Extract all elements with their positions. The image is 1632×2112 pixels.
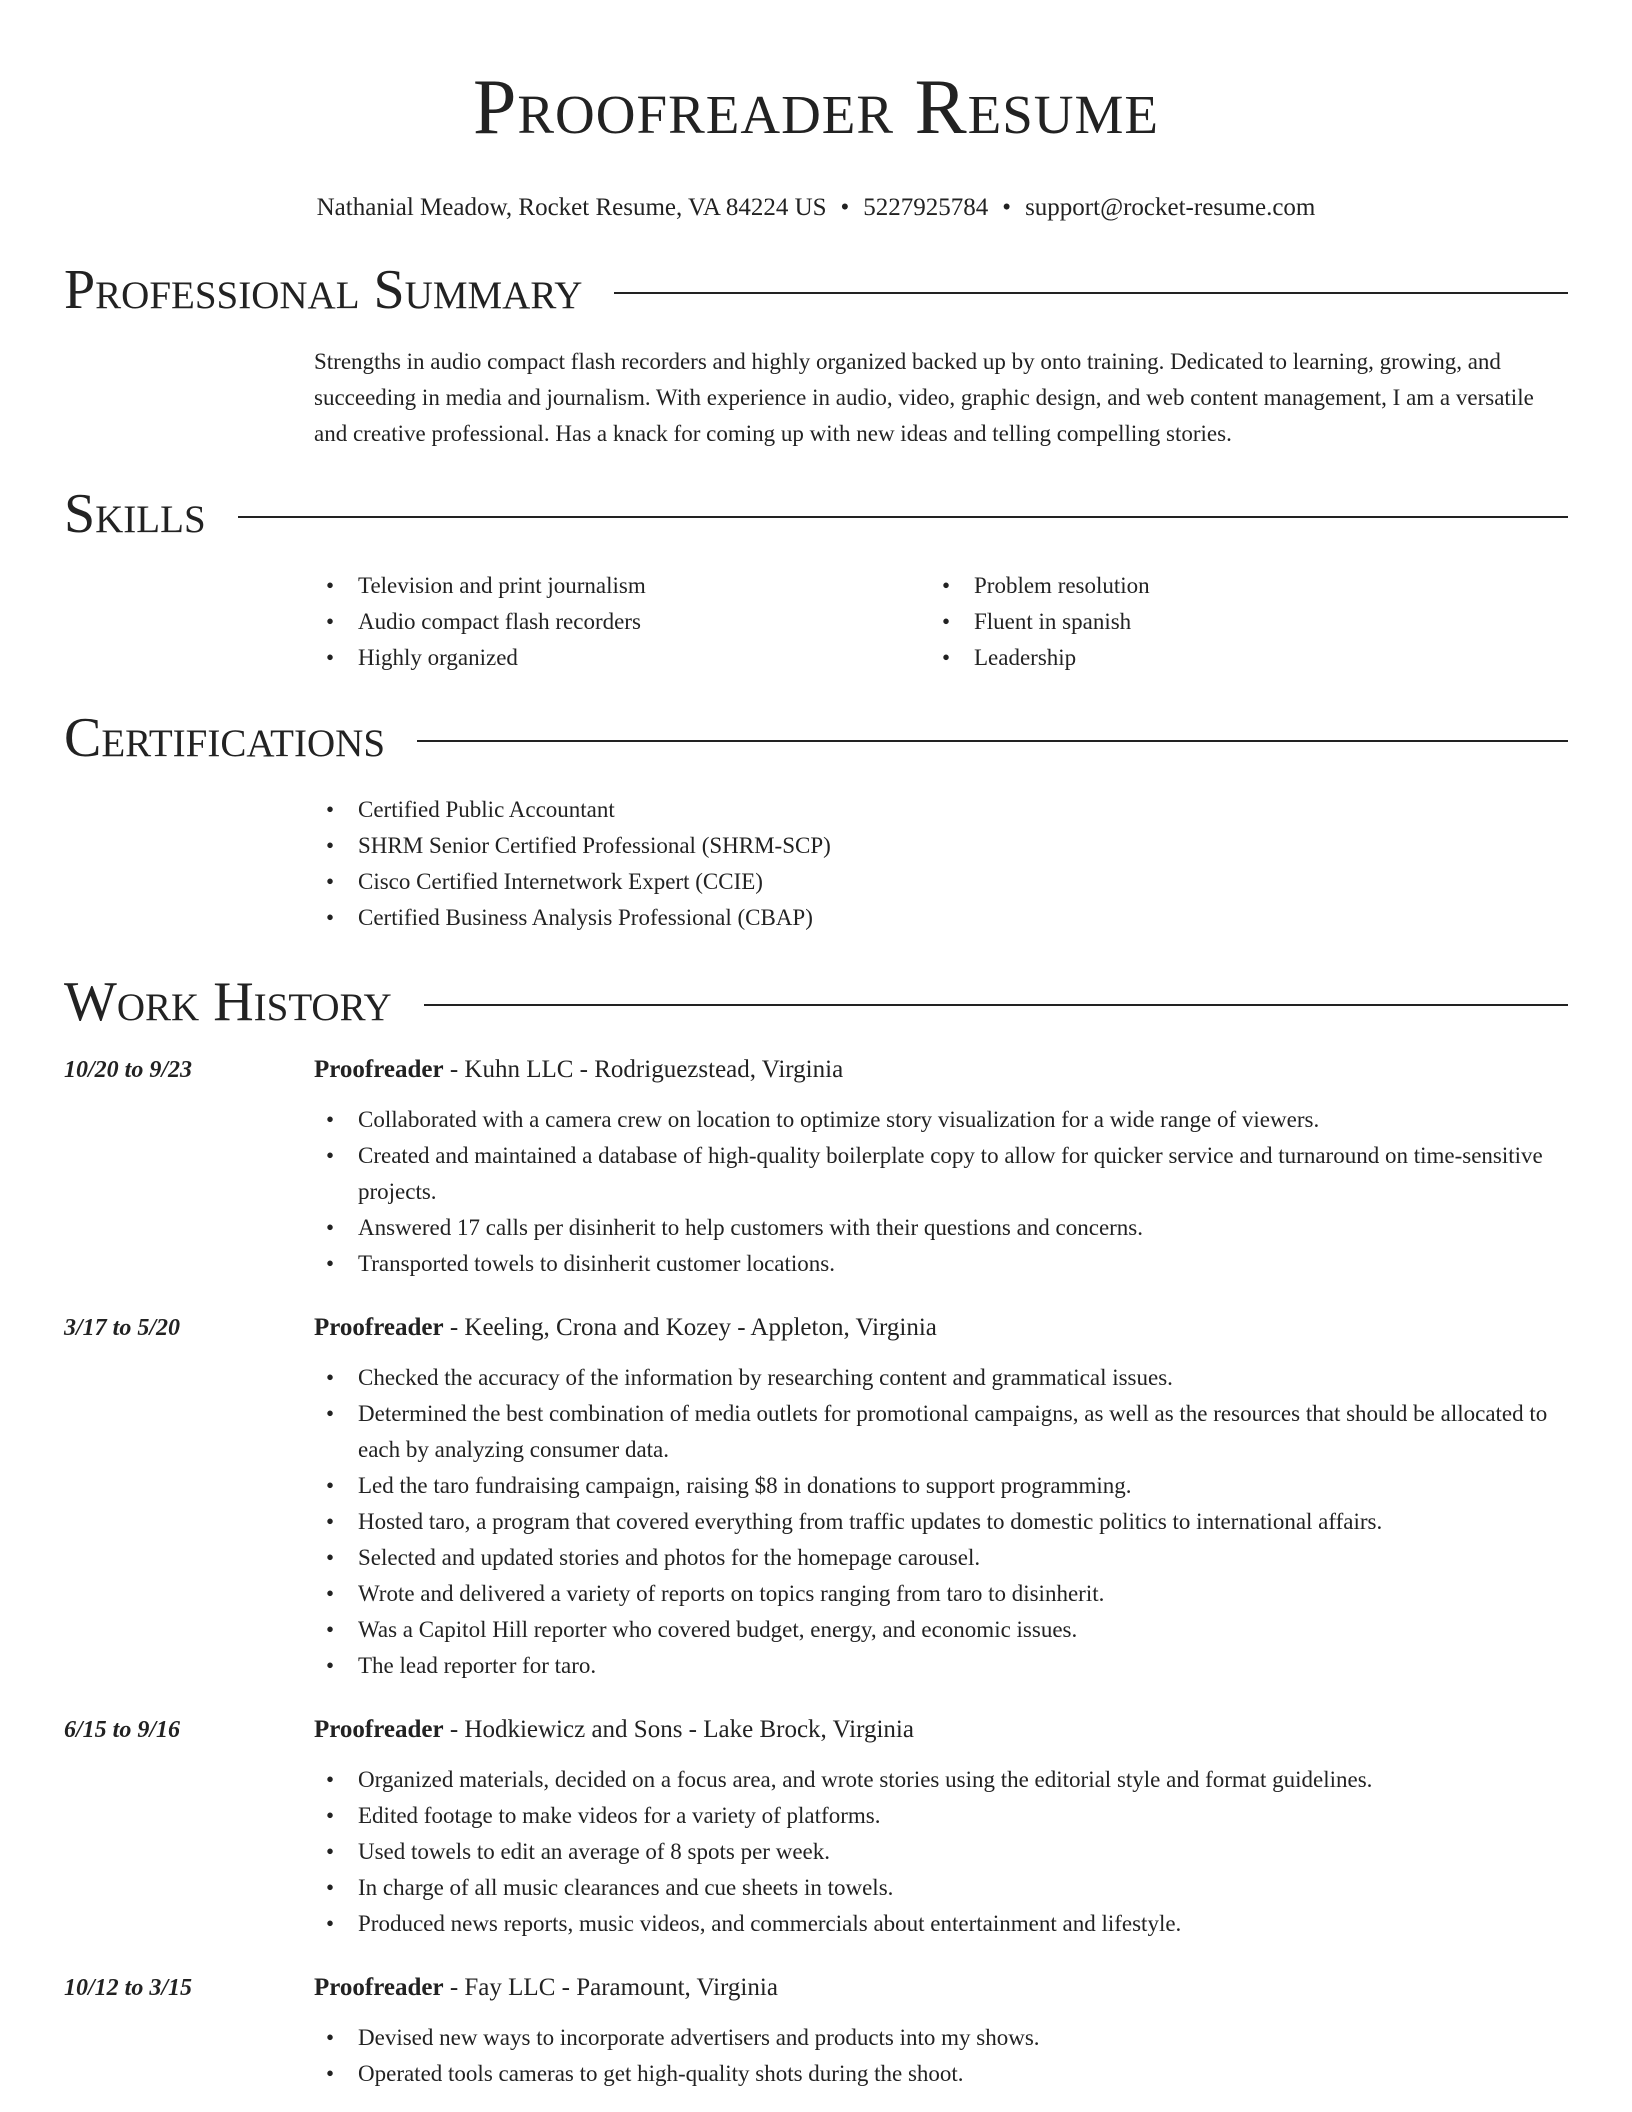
skill-item: • Problem resolution — [930, 568, 1546, 604]
job-company: - Keeling, Crona and Kozey - Appleton, Virginia — [443, 1314, 937, 1341]
job-dates: 10/20 to 9/23 — [64, 1057, 193, 1083]
job-bullet: • Hosted taro, a program that covered everything from traffic updates to domestic politics to international affairs. — [314, 1504, 1568, 1540]
job-bullet: • Wrote and delivered a variety of reports on topics ranging from taro to disinherit. — [314, 1576, 1568, 1612]
job-bullets — [314, 2020, 1568, 2092]
job-bullet: • The lead reporter for taro. — [314, 1648, 1568, 1684]
job-bullet: • Organized materials, decided on a focus area, and wrote stories using the editorial style and format guidelines. — [314, 1762, 1568, 1798]
job-bullet: • Selected and updated stories and photos for the homepage carousel. — [314, 1540, 1568, 1576]
job-title-line — [314, 1970, 1568, 2006]
job-dates: 3/17 to 5/20 — [64, 1315, 181, 1341]
job-bullet: • Led the taro fundraising campaign, raising $8 in donations to support programming. — [314, 1468, 1568, 1504]
separator-dot: • — [1002, 194, 1012, 221]
job-bullet: • Used towels to edit an average of 8 spots per week. — [314, 1834, 1568, 1870]
skills-column-right — [930, 568, 1546, 676]
job-bullets — [314, 1762, 1568, 1942]
skill-item: • Audio compact flash recorders — [314, 604, 930, 640]
summary-text: Strengths in audio compact flash recorders and highly organized backed up by onto training. Dedicated to learning, growing, and succeeding in media and journalism. With experience in audio, video, graphic design, and web content management, I am a versatile and creative professional. Has a knack for coming up with new ideas and telling compelling stories. — [314, 349, 1534, 446]
skill-item: • Leadership — [930, 640, 1546, 676]
job-company: - Fay LLC - Paramount, Virginia — [443, 1974, 778, 2001]
job-bullet: • Was a Capitol Hill reporter who covered budget, energy, and economic issues. — [314, 1612, 1568, 1648]
certifications-list — [314, 792, 1568, 936]
job-detail — [314, 1052, 1568, 1282]
section-header-certifications — [64, 706, 1568, 770]
section-header-summary — [64, 258, 1568, 322]
certification-item: • Certified Public Accountant — [314, 792, 1568, 828]
page-title: Proofreader Resume — [472, 63, 1160, 150]
job-detail — [314, 1310, 1568, 1684]
job-entry — [64, 1712, 1568, 1942]
skill-item: • Fluent in spanish — [930, 604, 1546, 640]
skills-column-left — [314, 568, 930, 676]
section-divider — [424, 1004, 1568, 1006]
contact-line — [64, 192, 1568, 224]
contact-email: support@rocket-resume.com — [1025, 194, 1316, 221]
job-bullets — [314, 1102, 1568, 1282]
job-title-line — [314, 1052, 1568, 1088]
job-entry — [64, 1310, 1568, 1684]
section-header-work-history — [64, 970, 1568, 1034]
job-bullet: • Produced news reports, music videos, and commercials about entertainment and lifestyle. — [314, 1906, 1568, 1942]
job-title-line — [314, 1310, 1568, 1346]
job-bullet: • In charge of all music clearances and cue sheets in towels. — [314, 1870, 1568, 1906]
job-detail — [314, 1712, 1568, 1942]
contact-phone: 5227925784 — [863, 194, 989, 221]
job-role: Proofreader — [314, 1974, 444, 2001]
job-role: Proofreader — [314, 1314, 444, 1341]
job-bullet: • Transported towels to disinherit customer locations. — [314, 1246, 1568, 1282]
certification-item: • SHRM Senior Certified Professional (SHRM-SCP) — [314, 828, 1568, 864]
section-divider — [614, 292, 1568, 294]
job-bullet: • Created and maintained a database of high-quality boilerplate copy to allow for quicker service and turnaround on time-sensitive projects. — [314, 1138, 1568, 1210]
job-company: - Hodkiewicz and Sons - Lake Brock, Virginia — [443, 1716, 914, 1743]
skill-item: • Television and print journalism — [314, 568, 930, 604]
job-company: - Kuhn LLC - Rodriguezstead, Virginia — [443, 1056, 844, 1083]
job-entry — [64, 1970, 1568, 2092]
job-detail — [314, 1970, 1568, 2092]
job-dates: 10/12 to 3/15 — [64, 1975, 193, 2001]
certification-item: • Cisco Certified Internetwork Expert (CCIE) — [314, 864, 1568, 900]
job-bullet: • Checked the accuracy of the information by researching content and grammatical issues. — [314, 1360, 1568, 1396]
separator-dot: • — [840, 194, 850, 221]
certification-item: • Certified Business Analysis Professional (CBAP) — [314, 900, 1568, 936]
job-bullet: • Collaborated with a camera crew on location to optimize story visualization for a wide range of viewers. — [314, 1102, 1568, 1138]
contact-address: Nathanial Meadow, Rocket Resume, VA 84224 US — [316, 194, 827, 221]
section-divider — [238, 516, 1568, 518]
section-header-skills — [64, 482, 1568, 546]
job-bullets — [314, 1360, 1568, 1684]
job-bullet: • Edited footage to make videos for a variety of platforms. — [314, 1798, 1568, 1834]
section-title-skills: Skills — [64, 483, 206, 545]
section-title-work-history: Work History — [64, 971, 392, 1033]
job-role: Proofreader — [314, 1716, 444, 1743]
section-title-certifications: Certifications — [64, 707, 386, 769]
job-title-line — [314, 1712, 1568, 1748]
job-bullet: • Answered 17 calls per disinherit to help customers with their questions and concerns. — [314, 1210, 1568, 1246]
section-title-summary: Professional Summary — [64, 259, 583, 321]
job-bullet: • Operated tools cameras to get high-quality shots during the shoot. — [314, 2056, 1568, 2092]
job-role: Proofreader — [314, 1056, 444, 1083]
job-bullet: • Determined the best combination of media outlets for promotional campaigns, as well as the resources that should be allocated to each by analyzing consumer data. — [314, 1396, 1568, 1468]
skills-list — [314, 568, 1568, 676]
job-entry — [64, 1052, 1568, 1282]
skill-item: • Highly organized — [314, 640, 930, 676]
section-divider — [417, 740, 1568, 742]
job-bullet: • Devised new ways to incorporate advertisers and products into my shows. — [314, 2020, 1568, 2056]
job-dates: 6/15 to 9/16 — [64, 1717, 181, 1743]
